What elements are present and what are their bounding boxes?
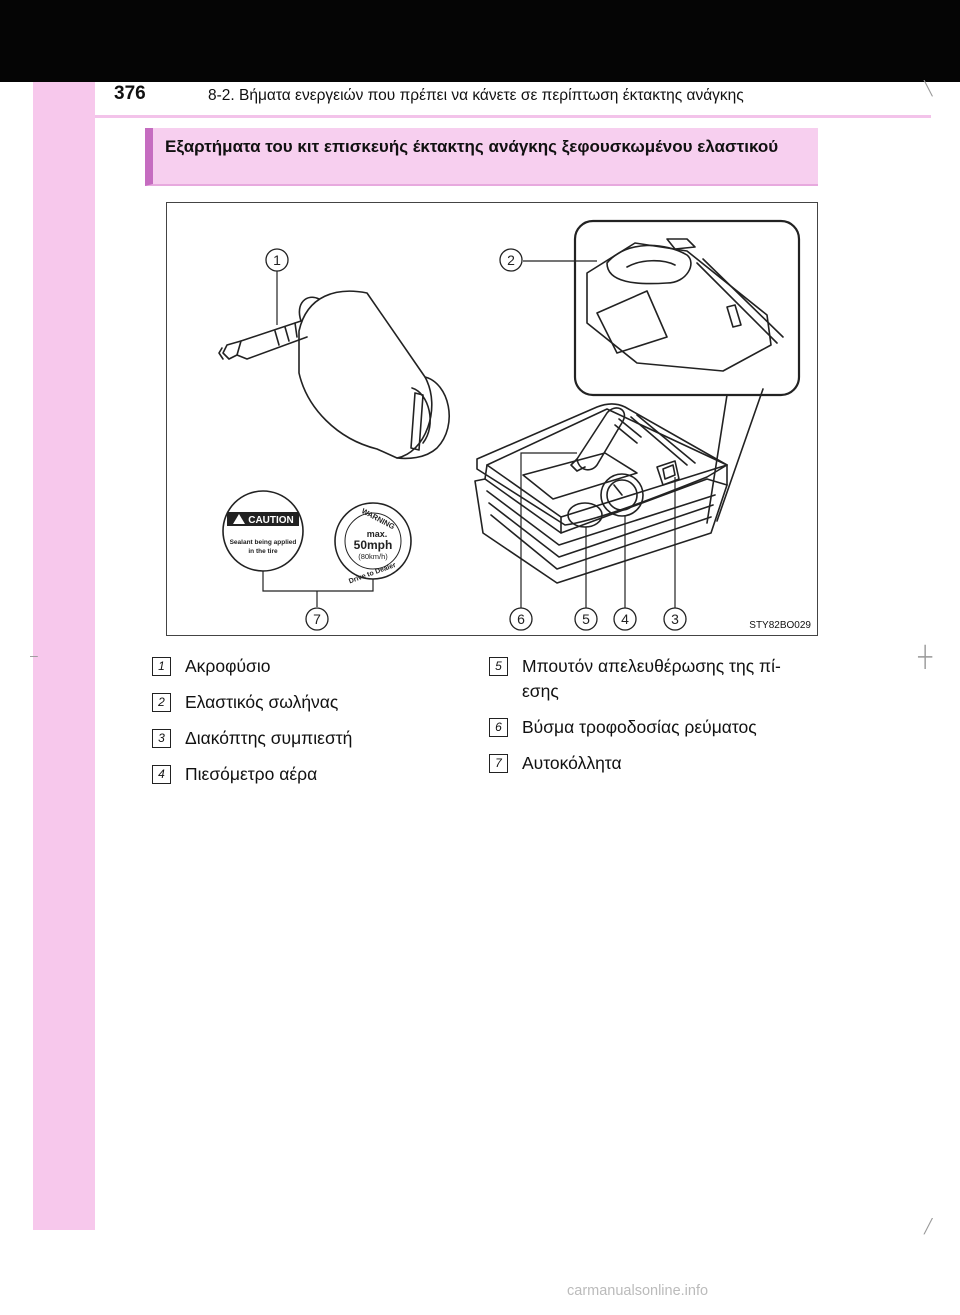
caution-line1: Sealant being applied	[229, 539, 297, 546]
legend-list-right	[489, 654, 819, 787]
figure-code: STY82BO029	[749, 620, 811, 631]
chapter-sidebar-tab	[33, 82, 95, 1230]
legend-number: 2	[152, 693, 171, 712]
svg-text:4: 4	[621, 611, 629, 627]
nozzle	[237, 321, 307, 359]
legend-label: Διακόπτης συμπιεστή	[185, 728, 353, 748]
legend-number: 5	[489, 657, 508, 676]
callout-4	[614, 608, 636, 630]
callout-7	[306, 608, 328, 630]
running-header: 8-2. Βήματα ενεργειών που πρέπει να κάνετε σε περίπτωση έκτακτης ανάγκης	[208, 87, 744, 104]
caution-heading: CAUTION	[248, 515, 294, 526]
legend-number: 3	[152, 729, 171, 748]
page-number: 376	[114, 83, 146, 104]
warning-top: WARNING	[360, 506, 397, 532]
legend-label: Ακροφύσιο	[185, 656, 271, 676]
caution-sticker	[223, 491, 303, 571]
callout-6	[510, 608, 532, 630]
legend-number: 4	[152, 765, 171, 784]
crop-mark-left: –	[30, 647, 38, 663]
svg-text:2: 2	[507, 252, 515, 268]
compressor-lid	[477, 404, 727, 525]
callout-2	[500, 249, 522, 271]
legend-item	[489, 715, 819, 740]
legend-item	[152, 726, 462, 751]
legend-item	[152, 654, 462, 679]
legend-list-left	[152, 654, 462, 798]
warning-speed: 50mph	[353, 538, 393, 552]
callout-1	[266, 249, 288, 271]
legend-label: Βύσμα τροφοδοσίας ρεύματος	[522, 717, 757, 737]
legend-label: Ελαστικός σωλήνας	[185, 692, 339, 712]
legend-label: Αυτοκόλλητα	[522, 753, 622, 773]
header-rule	[95, 115, 931, 118]
svg-text:5: 5	[582, 611, 590, 627]
watermark: carmanualsonline.info	[567, 1283, 709, 1299]
callout-3	[664, 608, 686, 630]
crop-mark-right: ┼	[918, 646, 933, 668]
crop-mark-top-right: ╲	[924, 80, 933, 96]
legend-label: Πιεσόμετρο αέρα	[185, 764, 318, 784]
legend-number: 6	[489, 718, 508, 737]
legend-label: Μπουτόν απελευθέρωσης της πί-	[522, 656, 781, 676]
crop-mark-bottom-right: ╱	[924, 1218, 933, 1234]
legend-item	[489, 654, 819, 704]
warning-bottom: Drive to Dealer	[348, 561, 397, 586]
hose-on-compressor	[631, 415, 695, 465]
top-black-bar	[0, 0, 960, 82]
svg-text:1: 1	[273, 252, 281, 268]
legend-item	[489, 751, 819, 776]
legend-label-continued: εσης	[522, 681, 559, 701]
warning-sticker	[335, 503, 411, 585]
warning-max: max.	[366, 529, 388, 539]
section-title: Εξαρτήματα του κιτ επισκευής έκτακτης ανάγκης ξεφουσκωμένου ελαστικού	[165, 137, 779, 156]
section-heading-box	[145, 128, 818, 186]
caution-line2: in the tire	[248, 548, 278, 555]
warning-kmh: (80km/h)	[358, 552, 388, 561]
legend-item	[152, 690, 462, 715]
legend-number: 1	[152, 657, 171, 676]
legend-item	[152, 762, 462, 787]
svg-text:7: 7	[313, 611, 321, 627]
callout-5	[575, 608, 597, 630]
legend-number: 7	[489, 754, 508, 773]
svg-text:6: 6	[517, 611, 525, 627]
kit-drawing	[167, 203, 817, 635]
kit-illustration	[166, 202, 818, 636]
svg-text:3: 3	[671, 611, 679, 627]
